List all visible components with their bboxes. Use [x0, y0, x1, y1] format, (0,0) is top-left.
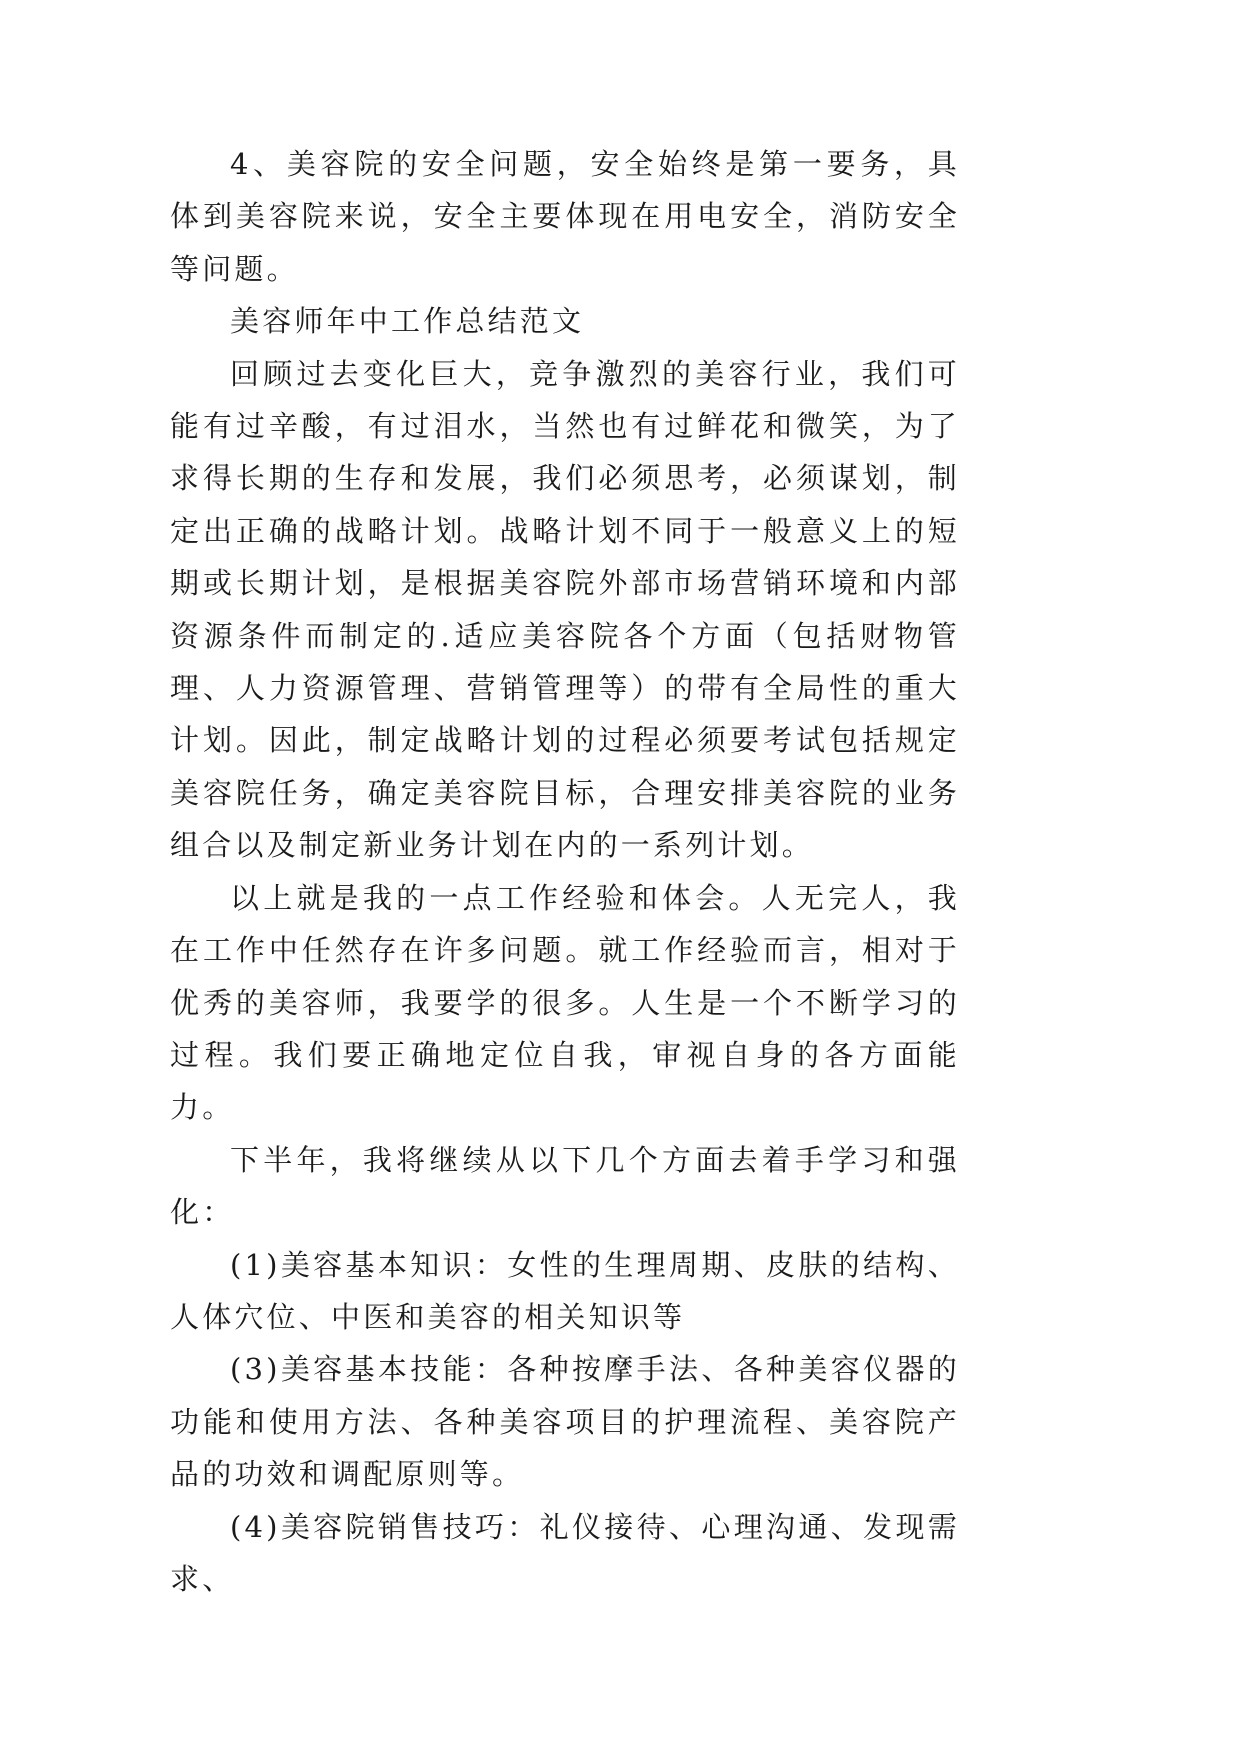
paragraph-plan-intro: 下半年，我将继续从以下几个方面去着手学习和强化：	[170, 1142, 960, 1230]
paragraph-experience: 以上就是我的一点工作经验和体会。人无完人，我在工作中任然存在许多问题。就工作经验而言，相对于优秀的美容师，我要学的很多。人生是一个不断学习的过程。我们要正确地定位自我，审视自身的各方面能力。	[170, 880, 960, 1125]
document-body	[170, 138, 960, 1605]
paragraph-review: 回顾过去变化巨大，竞争激烈的美容行业，我们可能有过辛酸，有过泪水，当然也有过鲜花和微笑，为了求得长期的生存和发展，我们必须思考，必须谋划，制定出正确的战略计划。战略计划不同于一般意义上的短期或长期计划，是根据美容院外部市场营销环境和内部资源条件而制定的.适应美容院各个方面（包括财物管理、人力资源管理、营销管理等）的带有全局性的重大计划。因此，制定战略计划的过程必须要考试包括规定美容院任务，确定美容院目标，合理安排美容院的业务组合以及制定新业务计划在内的一系列计划。	[170, 356, 960, 863]
list-item-skills: (3)美容基本技能：各种按摩手法、各种美容仪器的功能和使用方法、各种美容项目的护理流程、美容院产品的功效和调配原则等。	[170, 1352, 960, 1492]
paragraph-safety: 4、美容院的安全问题，安全始终是第一要务，具体到美容院来说，安全主要体现在用电安全，消防安全等问题。	[170, 147, 960, 286]
list-item-knowledge: (1)美容基本知识：女性的生理周期、皮肤的结构、人体穴位、中医和美容的相关知识等	[170, 1247, 960, 1334]
list-item-sales: (4)美容院销售技巧：礼仪接待、心理沟通、发现需求、	[170, 1509, 960, 1596]
section-heading: 美容师年中工作总结范文	[230, 304, 585, 339]
